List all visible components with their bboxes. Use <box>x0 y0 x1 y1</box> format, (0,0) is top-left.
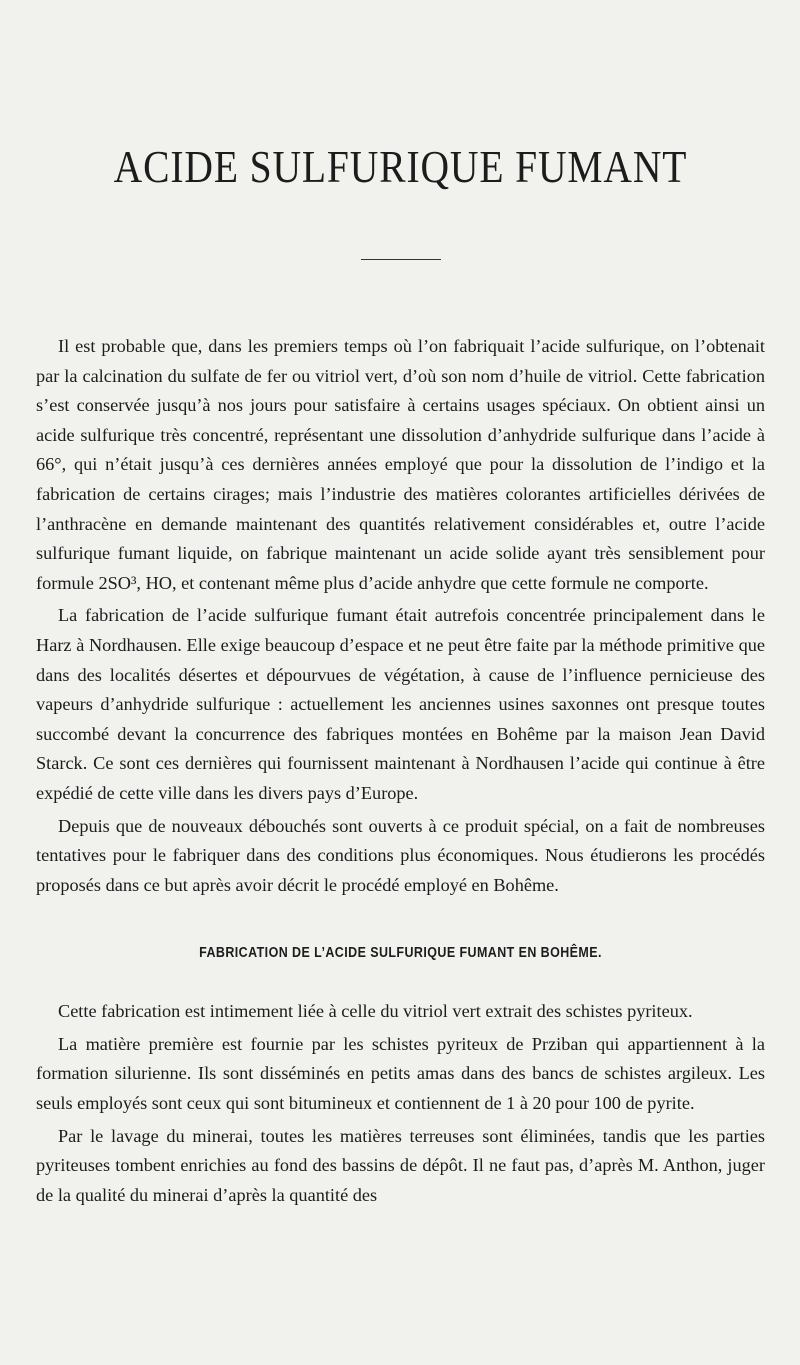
paragraph: Il est probable que, dans les premiers temps où l’on fabriquait l’acide sulfurique, on l’obtenait par la calcination du sulfate de fer ou vitriol vert, d’où son nom d’huile de vitriol. Cette fabrication s’est conservée jusqu’à nos jours pour satisfaire à certains usages spéciaux. On obtient ainsi un acide sulfurique très concentré, représentant une dissolution d’anhydride sulfurique dans l’acide à 66°, qui n’était jusqu’à ces dernières années employé que pour la dissolution de l’indigo et la fabrication de certains cirages; mais l’industrie des matières colorantes artificielles dérivées de l’anthracène en demande maintenant des quantités relativement considérables et, outre l’acide sulfurique fumant liquide, on fabrique maintenant un acide solide ayant très sensiblement pour formule 2SO³, HO, et contenant même plus d’acide anhydre que cette formule ne comporte. <box>36 336 765 593</box>
page-title: ACIDE SULFURIQUE FUMANT <box>113 141 688 192</box>
paragraph: La fabrication de l’acide sulfurique fumant était autrefois concentrée principalement dans le Harz à Nordhausen. Elle exige beaucoup d’espace et ne peut être faite par la méthode primitive que dans des localités désertes et dépourvues de végétation, à cause de l’influence pernicieuse des vapeurs d’anhydride sulfurique : actuellement les anciennes usines saxonnes ont presque toutes succombé devant la concurrence des fabriques montées en Bohême par la maison Jean David Starck. Ce sont ces dernières qui fournissent maintenant à Nordhausen l’acide qui continue à être expédié de cette ville dans les divers pays d’Europe. <box>36 605 765 803</box>
paragraph: La matière première est fournie par les schistes pyriteux de Prziban qui appartiennent à la formation silurienne. Ils sont disséminés en petits amas dans des bancs de schistes argileux. Les seuls employés sont ceux qui sont bitumineux et contiennent de 1 à 20 pour 100 de pyrite. <box>36 1033 765 1114</box>
paragraph: Cette fabrication est intimement liée à celle du vitriol vert extrait des schistes pyriteux. <box>58 1001 693 1022</box>
section-heading: FABRICATION DE L’ACIDE SULFURIQUE FUMANT EN BOHÊME. <box>199 945 602 962</box>
paragraph: Depuis que de nouveaux débouchés sont ouverts à ce produit spécial, on a fait de nombreuses tentatives pour le fabriquer dans des conditions plus économiques. Nous étudierons les procédés proposés dans ce but après avoir décrit le procédé employé en Bohême. <box>36 815 765 895</box>
section-body <box>36 997 765 1210</box>
title-divider <box>361 259 441 260</box>
paragraph: Par le lavage du minerai, toutes les matières terreuses sont éliminées, tandis que les parties pyriteuses tombent enrichies au fond des bassins de dépôt. Il ne faut pas, d’après M. Anthon, juger de la qualité du minerai d’après la quantité des <box>36 1125 765 1205</box>
intro-section <box>36 332 765 900</box>
